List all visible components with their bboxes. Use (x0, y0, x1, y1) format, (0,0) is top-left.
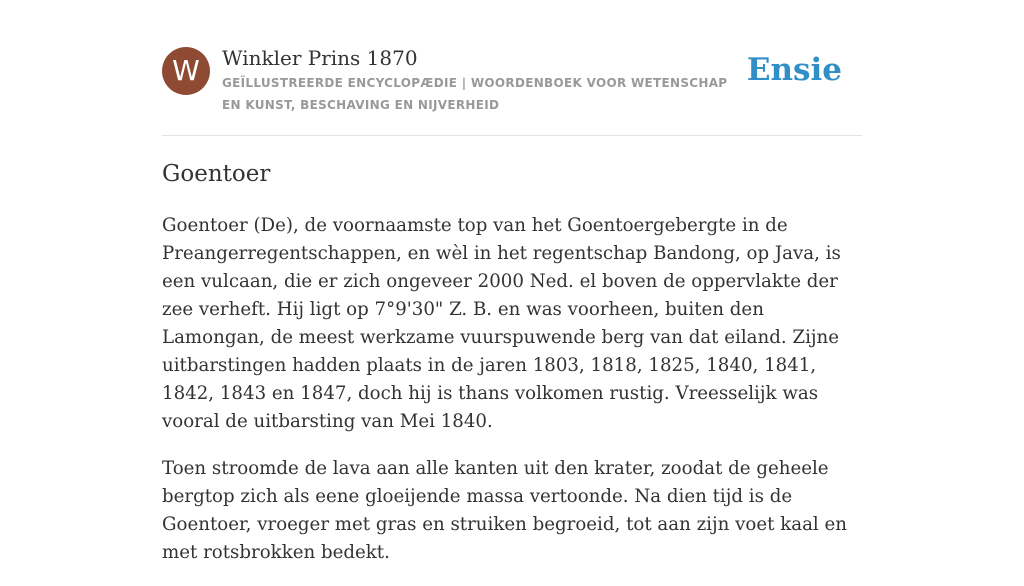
source-header (162, 44, 862, 136)
article-title: Goentoer (162, 161, 271, 187)
ensie-logo-link[interactable]: Ensie (746, 52, 842, 88)
article-paragraph: Goentoer (De), de voornaamste top van het Goentoergebergte in de Preangerregentschappen, en wèl in het regentschap Bandong, op Java, is een vulcaan, die er zich ongeveer 2000 Ned. el boven de oppervlakte der zee verheft. Hij ligt op 7°9'30" Z. B. en was voorheen, buiten den Lamongan, de meest werkzame vuurspuwende berg van dat eiland. Zijne uitbarstingen hadden plaats in de jaren 1803, 1818, 1825, 1840, 1841, 1842, 1843 en 1847, doch hij is thans volkomen rustig. Vreesselijk was vooral de uitbarsting van Mei 1840. (162, 215, 841, 432)
article-paragraph: Toen stroomde de lava aan alle kanten uit den krater, zoodat de geheele bergtop zich als eene gloeijende massa vertoonde. Na dien tijd is de Goentoer, vroeger met gras en struiken begroeid, tot aan zijn voet kaal en met rotsbrokken bedekt. (162, 458, 847, 563)
header-divider (162, 135, 862, 136)
source-avatar[interactable]: W (162, 47, 210, 95)
article-body (162, 212, 862, 586)
source-subtitle: GEÏLLUSTREERDE ENCYCLOPÆDIE | WOORDENBOEK VOOR WETENSCHAP EN KUNST, BESCHAVING EN NIJVERHEID (222, 76, 728, 112)
source-title[interactable]: Winkler Prins 1870 (222, 46, 418, 70)
